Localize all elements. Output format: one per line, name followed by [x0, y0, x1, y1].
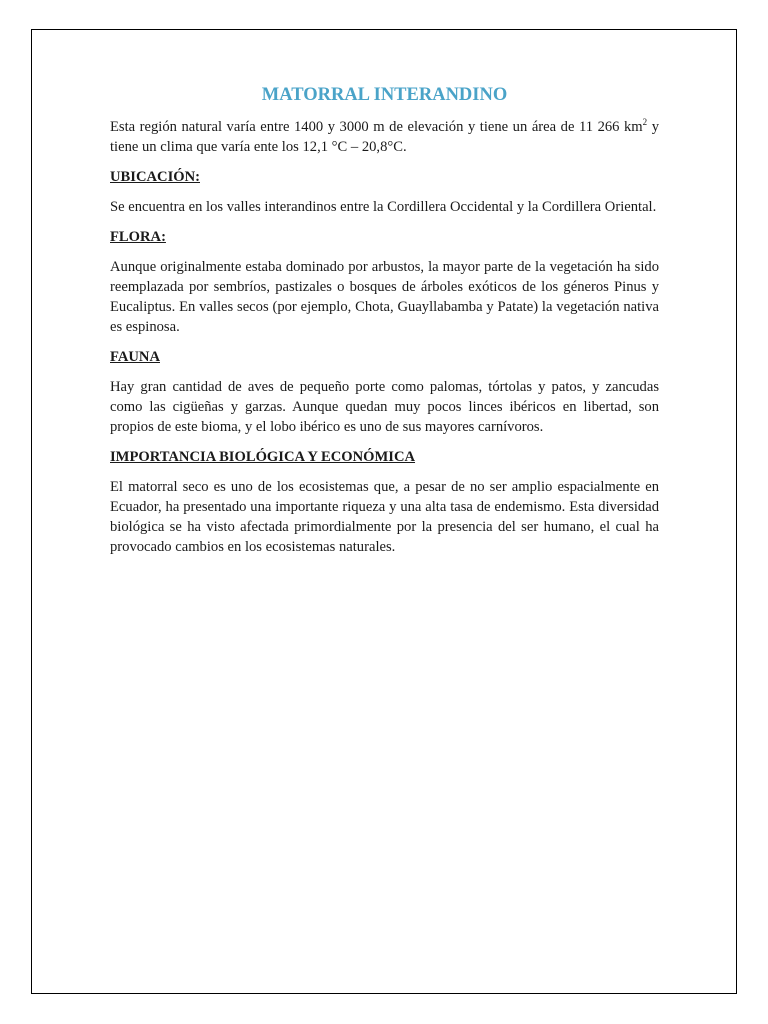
document-page	[31, 29, 737, 994]
intro-text-part2: y tiene un clima que varía ente los 12,1 °C – 20,8°C.	[110, 119, 659, 155]
section-heading-importancia: IMPORTANCIA BIOLÓGICA Y ECONÓMICA	[110, 449, 416, 465]
document-content	[110, 83, 659, 557]
intro-superscript: 2	[642, 117, 648, 128]
intro-paragraph	[110, 117, 659, 157]
document-title: MATORRAL INTERANDINO	[261, 85, 508, 105]
section-body-importancia: El matorral seco es uno de los ecosistemas que, a pesar de no ser amplio espacialmente en Ecuador, ha presentado una importante riqueza y una alta tasa de endemismo. Esta diversidad biológica se ha visto afectada primordialmente por la presencia del ser humano, el cual ha provocado cambios en los ecosistemas naturales.	[110, 479, 659, 555]
section-heading-ubicacion: UBICACIÓN:	[110, 169, 200, 185]
section-heading-flora: FLORA:	[110, 229, 166, 245]
intro-text-part1: Esta región natural varía entre 1400 y 3000 m de elevación y tiene un área de 11 266 km	[110, 119, 643, 135]
section-body-fauna: Hay gran cantidad de aves de pequeño porte como palomas, tórtolas y patos, y zancudas como las cigüeñas y garzas. Aunque quedan muy pocos linces ibéricos en libertad, son propios de este bioma, y el lobo ibérico es uno de sus mayores carnívoros.	[110, 379, 659, 435]
section-body-ubicacion: Se encuentra en los valles interandinos entre la Cordillera Occidental y la Cordillera Oriental.	[110, 199, 657, 215]
section-body-flora: Aunque originalmente estaba dominado por arbustos, la mayor parte de la vegetación ha sido reemplazada por sembríos, pastizales o bosques de árboles exóticos de los géneros Pinus y Eucaliptus. En valles secos (por ejemplo, Chota, Guayllabamba y Patate) la vegetación nativa es espinosa.	[110, 259, 659, 335]
section-heading-fauna: FAUNA	[110, 349, 160, 365]
